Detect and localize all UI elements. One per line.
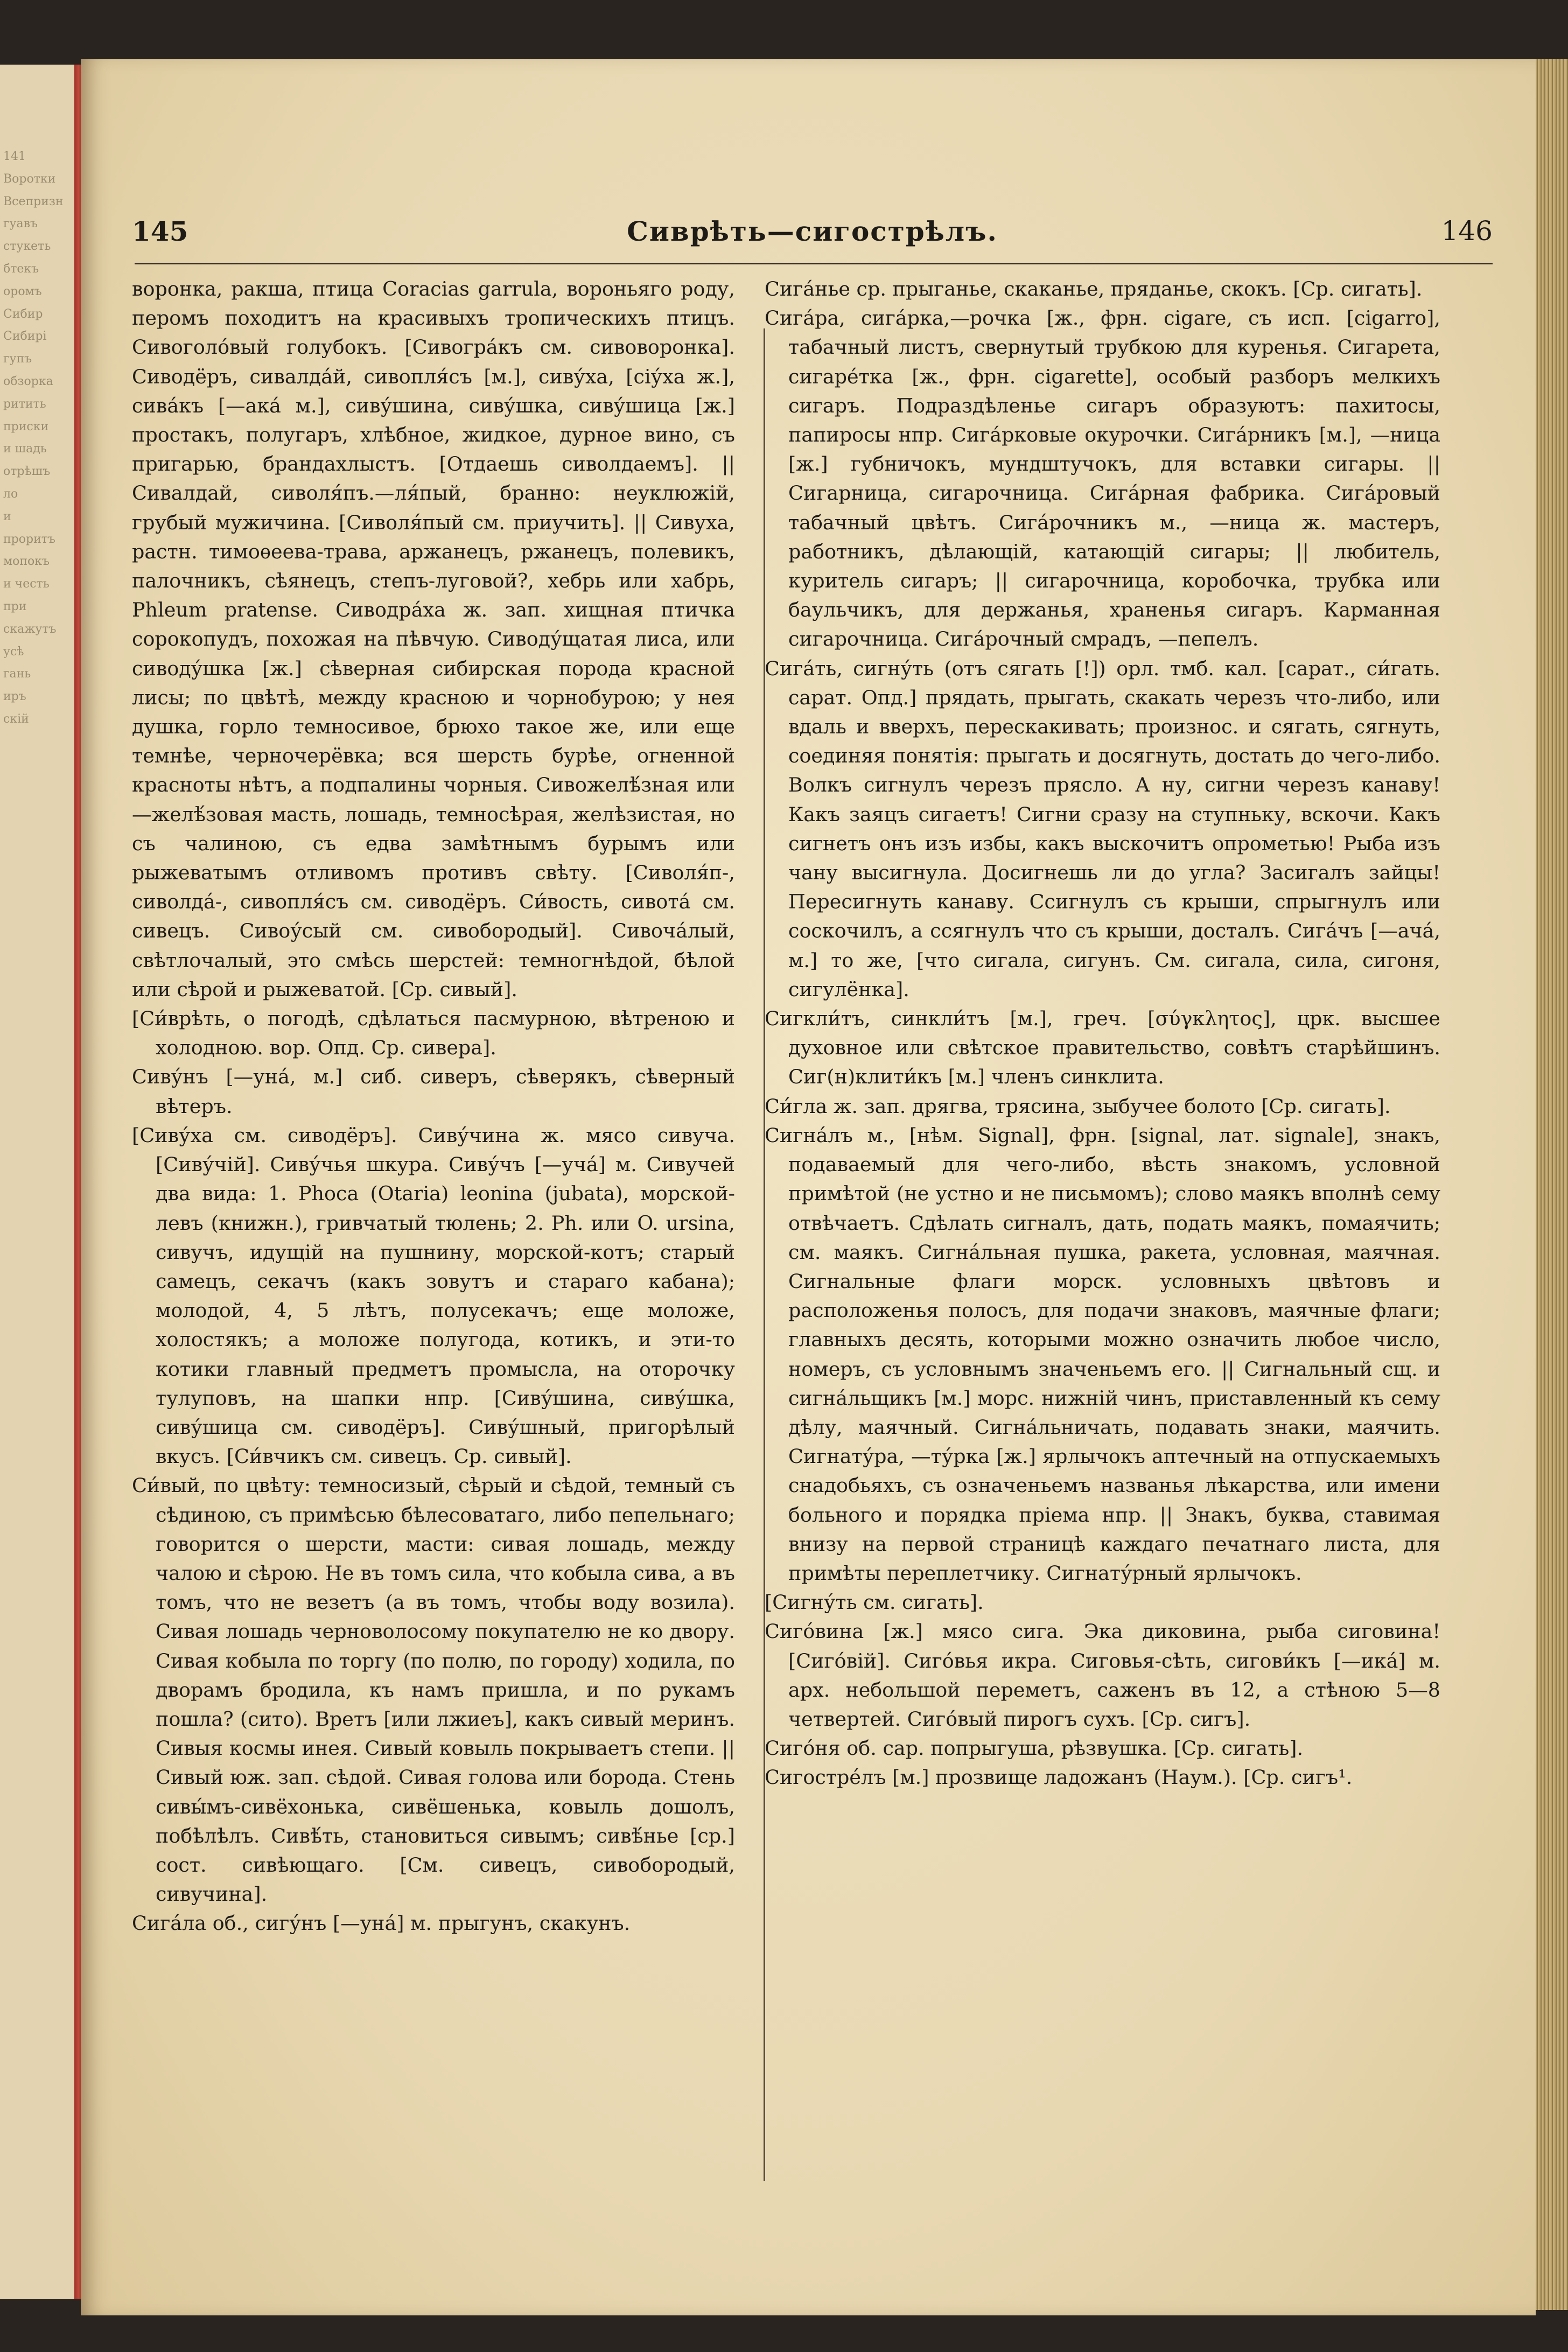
margin-bleed-fragment: отрѣшъ [3,465,51,479]
dictionary-entry: Сигна́лъ м., [нѣм. Signal], фрн. [signal, лат. signale], знакъ, подаваемый для чего-либо, вѣсть знакомъ, условной примѣтой (не устно и не письмомъ); слово маякъ вполнѣ сему отвѣчаетъ. Сдѣлать сигналъ, дать, подать маякъ, помаячить; см. маякъ. Сигна́льная пушка, ракета, условная, маячная. Сигнальные флаги морск. условныхъ цвѣтовъ и расположенья полосъ, для подачи знаковъ, маячные флаги; главныхъ десять, которыми можно означить любое число, номеръ, съ условнымъ значеньемъ его. || Сигнальный сщ. и сигна́льщикъ [м.] морс. нижній чинъ, приставленный къ сему дѣлу, маячный. Сигна́льничать, подавать знаки, маячить. Сигнату́ра, —ту́рка [ж.] ярлычокъ аптечный на отпускаемыхъ снадобьяхъ, съ означеньемъ названья лѣкарства, или имени больного и порядка пріема нпр. || Знакъ, буква, ставимая внизу на первой страницѣ каждаго печатнаго листа, для примѣты переплетчику. Сигнату́рный ярлычокъ. [765,1123,1440,1585]
dictionary-entry: Сига́ра, сига́рка,—рочка [ж., фрн. cigare, съ исп. [cigarro], табачный листъ, свернутый трубкою для куренья. Сигарета, сигарéтка [ж., фрн. cigarette], особый разборъ мелкихъ сигаръ. Подраздѣленье сигаръ образуютъ: пахитосы, папиросы нпр. Сига́рковые окурочки. Сига́рникъ [м.], —ница [ж.] губничокъ, мундштучокъ, для вставки сигары. || Сигарница, сигарочница. Сига́рная фабрика. Сига́ровый табачный цвѣтъ. Сига́рочникъ м., —ница ж. мастеръ, работникъ, дѣлающій, катающій сигары; || любитель, куритель сигаръ; || сигарочница, коробочка, трубка или баульчикъ, для держанья, храненья сигаръ. Карманная сигарочница. Сига́рочный смрадъ, —пепелъ. [765,306,1440,651]
header-rule [135,263,1493,264]
margin-bleed-fragment: стукеть [3,240,51,254]
left-column [132,275,735,2213]
dictionary-entry: Сиго́ня об. сар. попрыгуша, рѣзвушка. [Ср. сигать]. [765,1737,1304,1760]
margin-bleed-fragment: и [3,509,11,523]
margin-bleed-fragment: скій [3,712,29,726]
margin-bleed-fragment: проритъ [3,532,55,546]
margin-bleed-fragment: гань [3,667,31,681]
margin-bleed-fragment: Воротки [3,172,56,186]
margin-bleed-fragment: обзорка [3,374,53,388]
dictionary-entry: Сига́ть, сигну́ть (отъ сягать [!]) орл. тмб. кал. [сарат., си́гать. сарат. Опд.] прядать, прыгать, скакать черезъ что-либо, или вдаль и вверхъ, перескакивать; произнос. и сягать, сягнуть, соединяя понятія: прыгать и досягнуть, достать до чего-либо. Волкъ сигнулъ черезъ прясло. А ну, сигни черезъ канаву! Какъ заяцъ сигаетъ! Сигни сразу на ступньку, вскочи. Какъ сигнетъ онъ изъ избы, какъ выскочитъ опрометью! Рыба изъ чану высигнула. Досигнешь ли до угла? Засигалъ зайцы! Пересигнуть канаву. Ссигнулъ съ крыши, спрыгнулъ или соскочилъ, а ссягнулъ что съ крыши, досталъ. Сига́чъ [—ача́, м.] то же, [что сигала, сигунъ. См. сигала, сила, сигоня, сигулёнка]. [765,656,1440,1001]
margin-bleed-fragment: и честь [3,577,50,591]
dictionary-entry: [Сигну́ть см. сигать]. [765,1591,984,1614]
margin-bleed-fragment: усѣ [3,645,24,659]
page-edges-right [1536,59,1568,2310]
margin-bleed-fragment: иръ [3,690,26,704]
margin-bleed-fragment: Сибирі [3,330,47,344]
dictionary-entry: Сигкли́тъ, синкли́тъ [м.], греч. [σύγκλητος], црк. высшее духовное или свѣтское правительство, совѣтъ старѣйшинъ. Сиг(н)клити́къ [м.] членъ синклита. [765,1007,1440,1089]
dictionary-entry: воронка, ракша, птица Coracias garrula, вороньяго роду, перомъ походитъ на красивыхъ тропическихъ птицъ. Сивоголо́вый голубокъ. [Сивогра́къ см. сивоворонка]. Сиводёръ, сивалда́й, сивопля́съ [м.], сиву́ха, [сіу́ха ж.], сива́къ [—ака́ м.], сиву́шина, сиву́шка, сиву́шица [ж.] простакъ, полугаръ, хлѣбное, жидкое, дурное вино, съ пригарью, брандахлыстъ. [Отдаешь сиволдаемъ]. || Сивалдай, сиволя́пъ.—ля́пый, бранно: неуклюжій, грубый мужичина. [Сиволя́пый см. приучить]. || Сивуха, растн. тимоѳеева-трава, аржанецъ, ржанецъ, полевикъ, палочникъ, сѣянецъ, степъ-луговой?, хебрь или хабрь, Phleum pratense. Сиводра́ха ж. зап. хищная птичка сорокопудъ, похожая на пѣвчую. Сиводу́щатая лиса, или сиводу́шка [ж.] сѣверная сибирская порода красной лисы; по цвѣтѣ, между красною и чорнобурою; у нея душка, горло темносивое, брюхо такое же, или еще темнѣе, черночерёвка; вся шерсть бурѣе, огненной красноты нѣтъ, а подпалины чорныя. Сивожелѣ́зная или —желѣ́зовая масть, лошадь, темносѣрая, желѣзистая, но съ чалиною, съ едва замѣтнымъ бурымъ или рыжеватымъ отливомъ противъ свѣту. [Сиволя́п-, сиволда́-, сивопля́съ см. сиводёръ. Си́вость, сивота́ см. сивецъ. Сивоу́сый см. сивобородый]. Сивоча́лый, свѣтлочалый, это смѣсь шерстей: темногнѣдой, бѣлой или сѣрой и рыжеватой. [Ср. сивый]. [132,277,735,1001]
margin-bleed-fragment: мопокъ [3,555,50,569]
right-column [765,275,1440,2213]
margin-bleed-fragment: гуавъ [3,217,38,231]
dictionary-entry: Сиго́вина [ж.] мясо сига. Эка диковина, рыба сиговина! [Сиго́вій]. Сиго́вья икра. Сиговья-сѣть, сигови́къ [—ика́] м. арх. небольшой переметъ, саженъ въ 12, а стѣною 5—8 четвертей. Сиго́вый пирогъ сухъ. [Ср. сигъ]. [765,1620,1440,1731]
margin-bleed-fragment: и шадь [3,442,47,456]
running-title: Сиврѣть—сигострѣлъ. [627,215,998,247]
dictionary-entry: Си́гла ж. зап. дрягва, трясина, зыбучее болото [Ср. сигать]. [765,1094,1391,1118]
margin-bleed-fragment: гупъ [3,352,32,366]
dictionary-entry: Сигостре́лъ [м.] прозвище ладожанъ (Наум.). [Ср. сигъ¹. [765,1766,1353,1789]
dictionary-entry: [Си́врѣть, о погодѣ, сдѣлаться пасмурною, вѣтреною и холодною. вор. Опд. Ср. сивера]. [132,1007,735,1060]
page-header [132,215,1493,253]
left-margin-bleed-text [3,145,68,2192]
dictionary-page [81,59,1536,2315]
margin-bleed-fragment: оромъ [3,284,42,298]
dictionary-entry: Сига́ла об., сигу́нъ [—уна́] м. прыгунъ, скакунъ. [132,1912,631,1935]
margin-bleed-fragment: приски [3,419,49,433]
margin-bleed-fragment: Сибир [3,307,43,321]
margin-bleed-fragment: скажутъ [3,622,57,636]
dictionary-entry: [Сиву́ха см. сиводёръ]. Сиву́чина ж. мясо сивуча. [Сиву́чій]. Сиву́чья шкура. Сиву́чъ [—уча́] м. Сивучей два вида: 1. Phoca (Otaria) leonina (jubata), морской-левъ (книжн.), гривчатый тюлень; 2. Ph. или O. ursina, сивучъ, идущій на пушнину, морской-котъ; старый самецъ, секачъ (какъ зовутъ и стараго кабана); молодой, 4, 5 лѣтъ, полусекачъ; еще моложе, холостякъ; а моложе полугода, котикъ, и эти-то котики главный предметъ промысла, на оторочку тулуповъ, на шапки нпр. [Сиву́шина, сиву́шка, сиву́шица см. сиводёръ]. Сиву́шный, пригорѣлый вкусъ. [Си́вчикъ см. сивецъ. Ср. сивый]. [132,1123,735,1468]
margin-bleed-fragment: бтекъ [3,262,39,276]
margin-bleed-fragment: ритить [3,397,46,411]
page-number-right: 146 [1441,215,1493,247]
margin-bleed-fragment: при [3,599,27,613]
page-number-left: 145 [132,215,188,247]
margin-bleed-fragment: ло [3,487,18,501]
dictionary-entry: Си́вый, по цвѣту: темносизый, сѣрый и сѣдой, темный съ сѣдиною, съ примѣсью бѣлесоватаго, либо пепельнаго; говорится о шерсти, масти: сивая лошадь, между чалою и сѣрою. Не въ томъ сила, что кобыла сива, а въ томъ, что не везетъ (а въ томъ, чтобы воду возила). Сивая лошадь черноволосому покупателю не ко двору. Сивая кобыла по торгу (по полю, по городу) ходила, по дворамъ бродила, къ намъ пришла, и по рукамъ пошла? (сито). Вретъ [или лжиеъ], какъ сивый меринъ. Сивыя космы инея. Сивый ковыль покрываетъ степи. || Сивый юж. зап. сѣдой. Сивая голова или борода. Стень сивы́мъ-сивёхонька, сивёшенька, ковыль дошолъ, побѣлѣлъ. Сивѣ́ть, становиться сивымъ; сивѣ́нье [ср.] сост. сивѣющаго. [См. сивецъ, сивобородый, сивучина]. [132,1474,735,1906]
margin-bleed-fragment: 141 [3,150,26,163]
dictionary-entry: Сиву́нъ [—уна́, м.] сиб. сиверъ, сѣверякъ, сѣверный вѣтеръ. [132,1065,735,1118]
adjacent-book-page [0,65,85,2299]
margin-bleed-fragment: Всепризн [3,194,64,208]
dictionary-entry: Сига́нье ср. прыганье, скаканье, пряданье, скокъ. [Ср. сигать]. [765,277,1423,300]
